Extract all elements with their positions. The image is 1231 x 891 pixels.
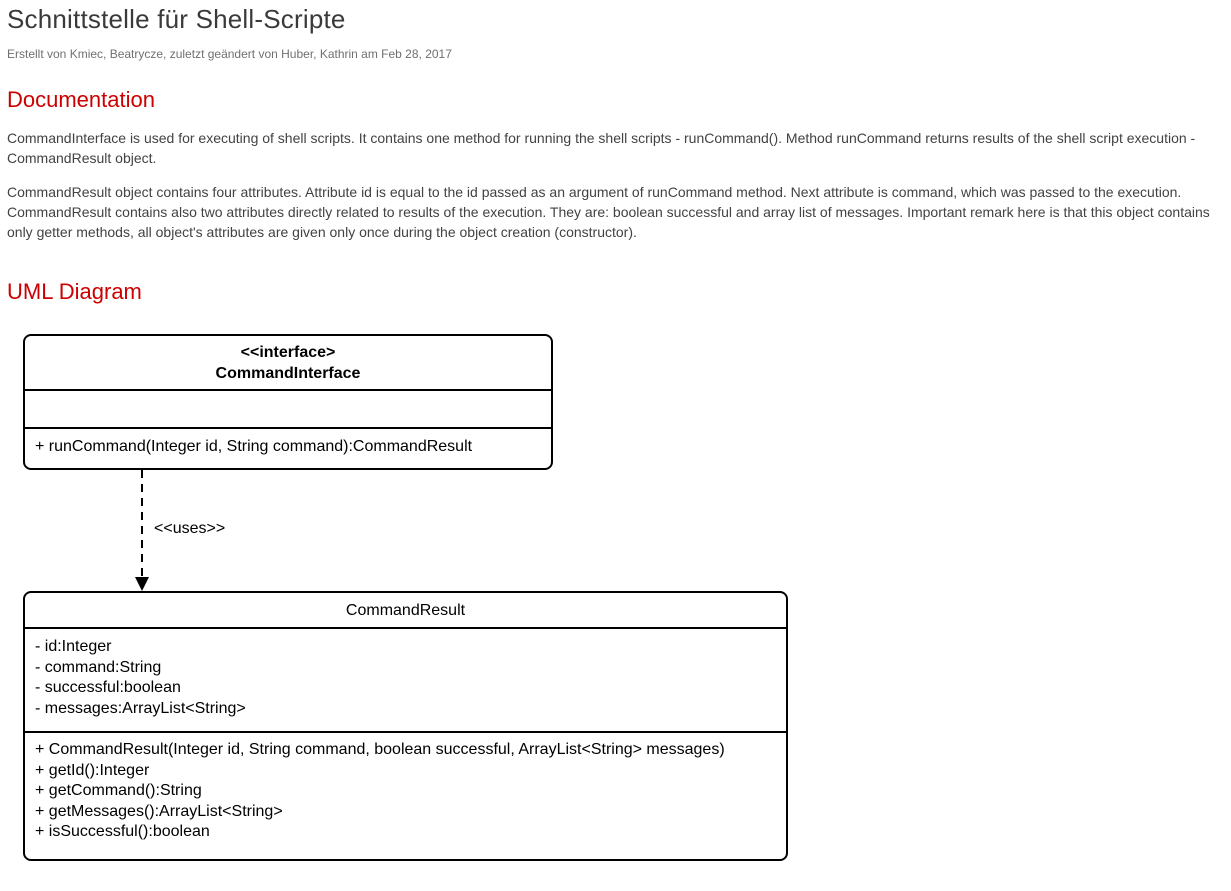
uml-method-entry: + isSuccessful():boolean: [35, 823, 210, 840]
heading-documentation: Documentation: [7, 87, 155, 112]
uml-class-commandresult: [23, 591, 788, 861]
uml-class-commandinterface: [23, 334, 553, 470]
interface-title-compartment: [25, 336, 551, 391]
uml-diagram: [7, 305, 1217, 871]
uml-attribute-entry: - command:String: [35, 658, 162, 676]
uml-method-entry: + runCommand(Integer id, String command):CommandResult: [35, 438, 473, 456]
uml-attribute-entry: - messages:ArrayList<String>: [35, 699, 246, 717]
dependency-uses-label: <<uses>>: [154, 520, 226, 537]
uml-attribute-entry: - id:Integer: [35, 638, 112, 655]
uml-attribute-entry: - successful:boolean: [35, 679, 181, 696]
result-title-compartment: [25, 593, 786, 629]
uml-method-entry: + getCommand():String: [35, 782, 202, 799]
uml-method-entry: + CommandResult(Integer id, String command, boolean successful, ArrayList<String> messages): [35, 741, 725, 758]
result-methods-compartment: [25, 733, 786, 850]
uml-method-entry: + getId():Integer: [35, 761, 150, 779]
documentation-paragraph-2: CommandResult object contains four attributes. Attribute id is equal to the id passed as an argument of runCommand method. Next attribute is command, which was passed to the execution. CommandResult contains also two attributes directly related to results of the execution. They are: boolean successful and array list of messages. Important remark here is that this object contains only getter methods, all object's attributes are given only once during the object creation (constructor).: [7, 184, 1210, 240]
interface-stereotype: <<interface>: [240, 343, 336, 361]
interface-class-name: CommandInterface: [215, 364, 361, 382]
result-attributes-compartment: [25, 629, 786, 733]
documentation-paragraph-1: CommandInterface is used for executing of shell scripts. It contains one method for running the shell scripts - runCommand(). Method runCommand returns results of the shell script execution - CommandResult object.: [7, 130, 1196, 166]
dependency-arrowhead-icon: [135, 577, 149, 591]
heading-uml-diagram: UML Diagram: [7, 279, 142, 304]
interface-methods-compartment: [25, 429, 551, 466]
result-class-name: CommandResult: [345, 601, 466, 619]
uml-method-entry: + getMessages():ArrayList<String>: [35, 802, 283, 820]
interface-attributes-compartment: [25, 391, 551, 429]
dependency-dashed-line: [141, 470, 143, 576]
byline: Erstellt von Kmiec, Beatrycze, zuletzt geändert von Huber, Kathrin am Feb 28, 2017: [7, 47, 452, 61]
page-title: Schnittstelle für Shell-Scripte: [7, 4, 346, 34]
